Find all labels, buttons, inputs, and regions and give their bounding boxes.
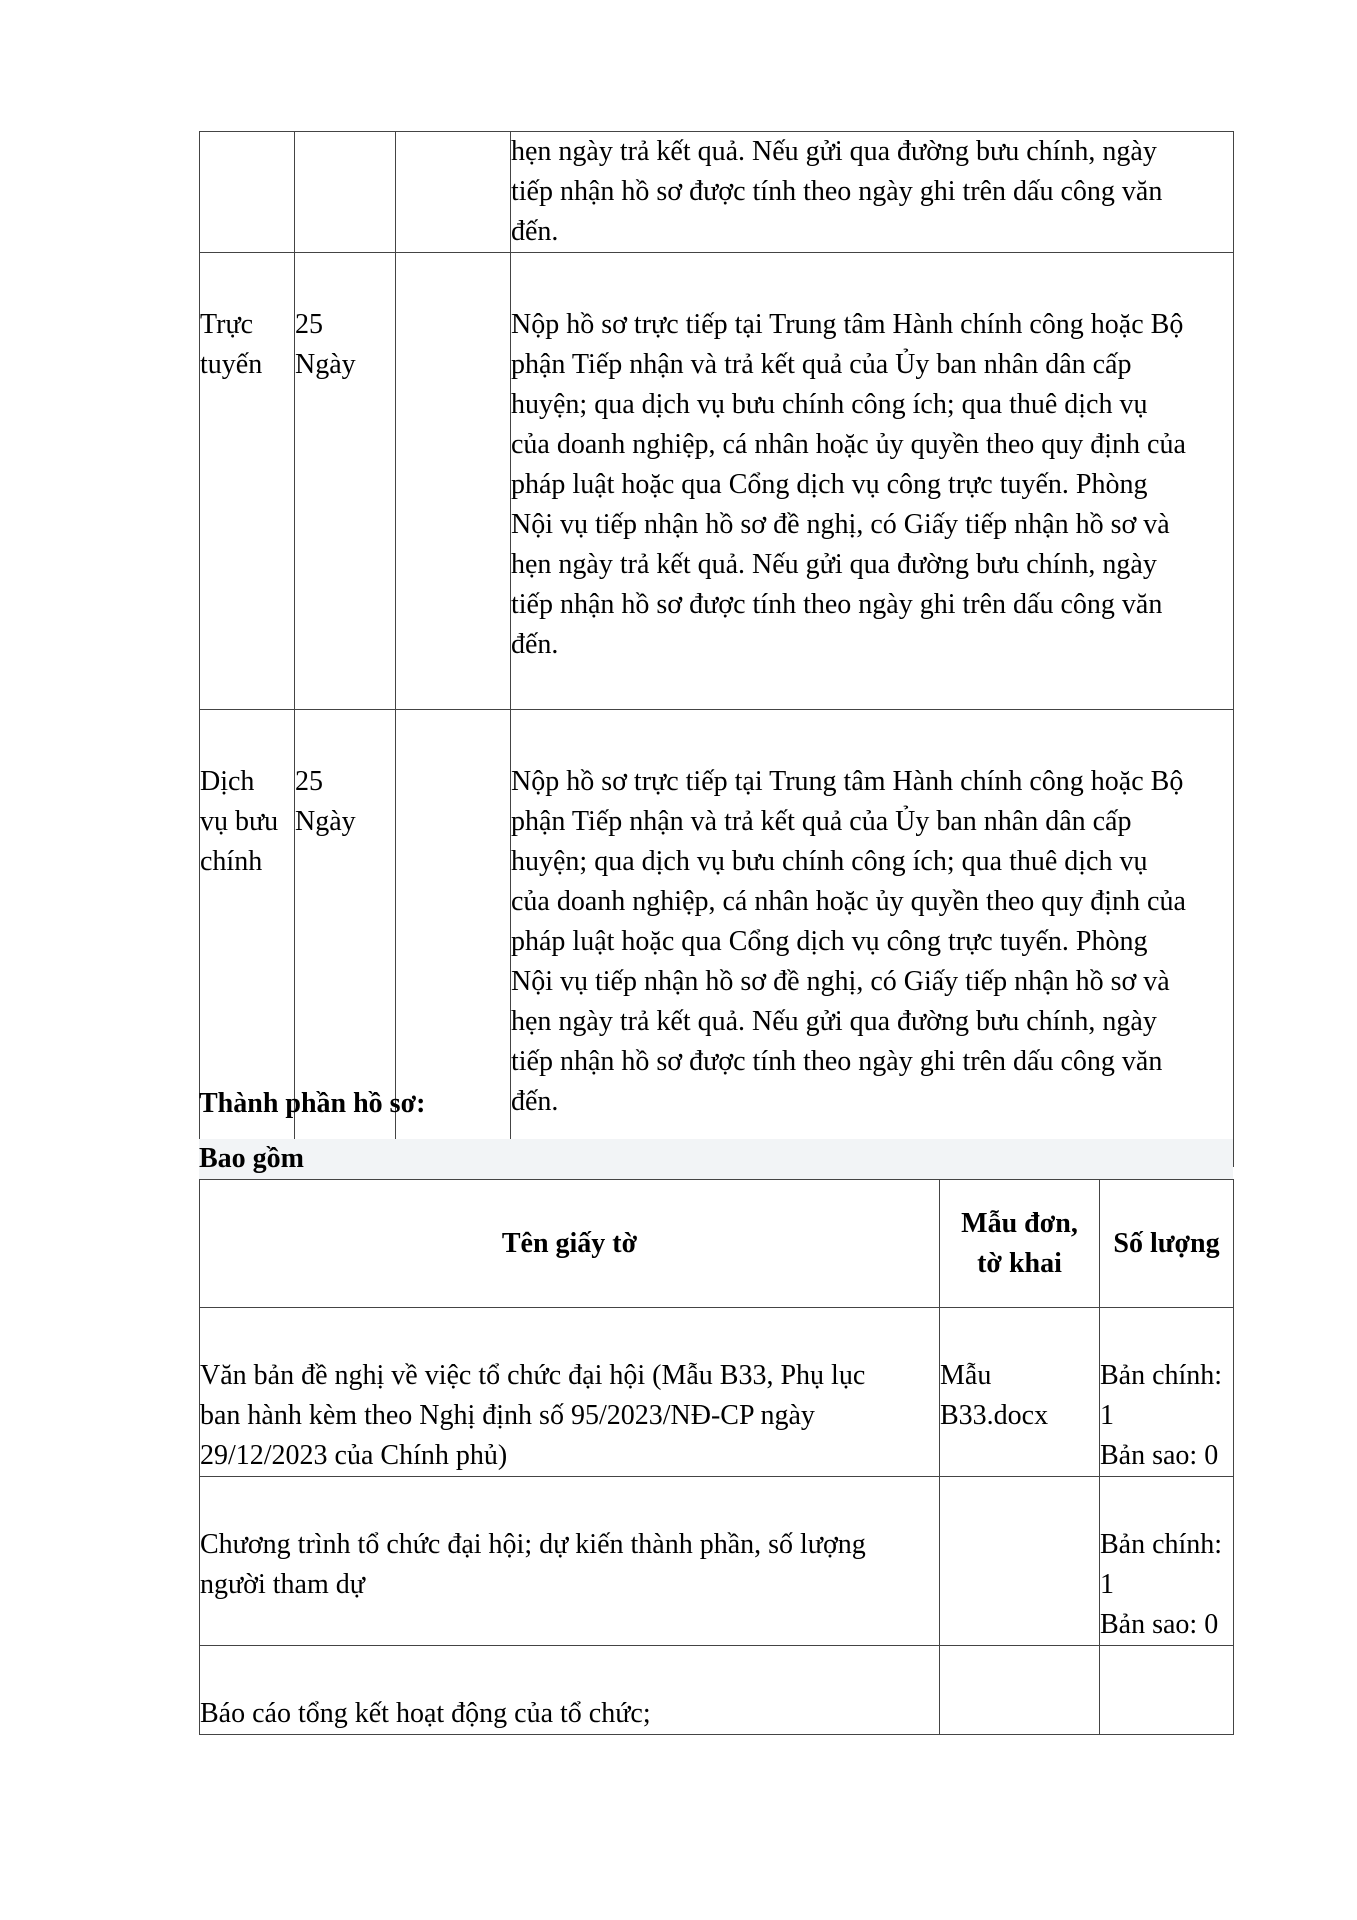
quantity-cell [1100, 1646, 1234, 1735]
description-line: hẹn ngày trả kết quả. Nếu gửi qua đường bưu chính, ngày [511, 1006, 1157, 1037]
description-line: tiếp nhận hồ sơ được tính theo ngày ghi trên dấu công văn [511, 176, 1163, 207]
procedure-methods-table [199, 131, 1234, 1167]
quantity-line: 1 [1100, 1400, 1114, 1431]
description-line: của doanh nghiệp, cá nhân hoặc ủy quyền theo quy định của [511, 429, 1186, 460]
description-cell [511, 710, 1234, 1167]
section-heading: Thành phần hồ sơ: [199, 1088, 426, 1119]
fee-cell [396, 253, 511, 710]
table-row [200, 253, 1234, 710]
method-cell [200, 132, 295, 253]
description-line: tiếp nhận hồ sơ được tính theo ngày ghi trên dấu công văn [511, 1046, 1163, 1077]
description-line: pháp luật hoặc qua Cổng dịch vụ công trực tuyến. Phòng [511, 469, 1148, 500]
description-line: hẹn ngày trả kết quả. Nếu gửi qua đường bưu chính, ngày [511, 136, 1157, 167]
header-form-line: Mẫu đơn, [961, 1207, 1078, 1239]
form-template-cell [940, 1477, 1100, 1646]
duration-line: Ngày [295, 349, 356, 380]
method-line: vụ bưu [200, 806, 279, 837]
quantity-cell [1100, 1477, 1234, 1646]
quantity-line: Bản sao: 0 [1100, 1609, 1219, 1640]
form-template-link[interactable]: Mẫu [940, 1360, 992, 1391]
duration-line: 25 [295, 309, 323, 340]
description-line: pháp luật hoặc qua Cổng dịch vụ công trực tuyến. Phòng [511, 926, 1148, 957]
table-row [200, 1646, 1234, 1735]
description-line: đến. [511, 216, 559, 247]
description-line: Nộp hồ sơ trực tiếp tại Trung tâm Hành chính công hoặc Bộ [511, 766, 1184, 797]
subsection-heading: Bao gồm [199, 1139, 1233, 1179]
method-line: chính [200, 846, 263, 877]
description-line: phận Tiếp nhận và trả kết quả của Ủy ban nhân dân cấp [511, 349, 1132, 380]
form-template-cell[interactable] [940, 1308, 1100, 1477]
description-line: huyện; qua dịch vụ bưu chính công ích; qua thuê dịch vụ [511, 389, 1148, 420]
document-name-cell [200, 1308, 940, 1477]
quantity-line: Bản sao: 0 [1100, 1440, 1219, 1471]
header-quantity: Số lượng [1100, 1180, 1234, 1308]
document-name-line: ban hành kèm theo Nghị định số 95/2023/NĐ-CP ngày [200, 1400, 815, 1431]
header-name: Tên giấy tờ [200, 1180, 940, 1308]
header-form [940, 1180, 1100, 1308]
quantity-line: Bản chính: [1100, 1360, 1223, 1391]
duration-line: Ngày [295, 806, 356, 837]
method-cell [200, 253, 295, 710]
duration-cell [295, 253, 396, 710]
description-line: tiếp nhận hồ sơ được tính theo ngày ghi trên dấu công văn [511, 589, 1163, 620]
document-name-line: người tham dự [200, 1569, 365, 1600]
quantity-line: Bản chính: [1100, 1529, 1223, 1560]
document-name-line: Chương trình tổ chức đại hội; dự kiến thành phần, số lượng [200, 1529, 866, 1560]
quantity-cell [1100, 1308, 1234, 1477]
form-template-cell [940, 1646, 1100, 1735]
fee-cell [396, 132, 511, 253]
description-line: hẹn ngày trả kết quả. Nếu gửi qua đường bưu chính, ngày [511, 549, 1157, 580]
description-cell [511, 132, 1234, 253]
documents-table [199, 1179, 1234, 1735]
document-name-cell [200, 1477, 940, 1646]
description-line: đến. [511, 1086, 559, 1117]
table-row [200, 132, 1234, 253]
document-name-cell [200, 1646, 940, 1735]
duration-cell [295, 132, 396, 253]
duration-line: 25 [295, 766, 323, 797]
document-name-line: Văn bản đề nghị về việc tổ chức đại hội (Mẫu B33, Phụ lục [200, 1360, 866, 1391]
description-line: Nộp hồ sơ trực tiếp tại Trung tâm Hành chính công hoặc Bộ [511, 309, 1184, 340]
description-line: đến. [511, 629, 559, 660]
header-form-line: tờ khai [977, 1247, 1062, 1279]
document-name-line: 29/12/2023 của Chính phủ) [200, 1440, 508, 1471]
description-line: phận Tiếp nhận và trả kết quả của Ủy ban nhân dân cấp [511, 806, 1132, 837]
form-template-link[interactable]: B33.docx [940, 1400, 1049, 1431]
method-line: Trực [200, 309, 254, 340]
method-line: tuyến [200, 349, 263, 380]
description-line: của doanh nghiệp, cá nhân hoặc ủy quyền theo quy định của [511, 886, 1186, 917]
description-line: huyện; qua dịch vụ bưu chính công ích; qua thuê dịch vụ [511, 846, 1148, 877]
table-row [200, 1308, 1234, 1477]
method-line: Dịch [200, 766, 255, 797]
description-line: Nội vụ tiếp nhận hồ sơ đề nghị, có Giấy tiếp nhận hồ sơ và [511, 966, 1170, 997]
description-cell [511, 253, 1234, 710]
description-line: Nội vụ tiếp nhận hồ sơ đề nghị, có Giấy tiếp nhận hồ sơ và [511, 509, 1170, 540]
table-header-row [200, 1180, 1234, 1308]
quantity-line: 1 [1100, 1569, 1114, 1600]
table-row [200, 1477, 1234, 1646]
document-name-line: Báo cáo tổng kết hoạt động của tổ chức; [200, 1698, 651, 1729]
